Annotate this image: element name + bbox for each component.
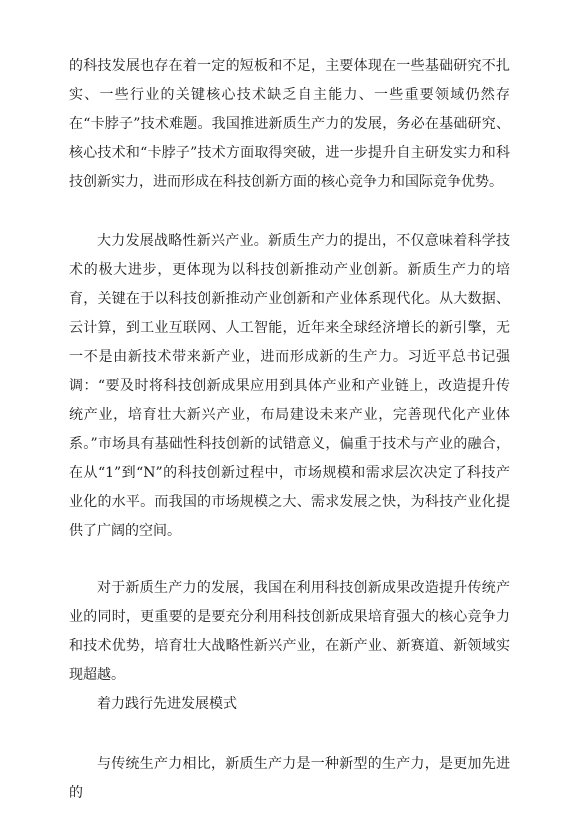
paragraph-emerging-industries: 大力发展战略性新兴产业。新质生产力的提出，不仅意味着科学技术的极大进步，更体现为以科技创新推动产业创新。新质生产力的培育，关键在于以科技创新推动产业创新和产业体系现代化。从大数据、云计算，到工业互联网、人工智能，近年来全球经济增长的新引擎，无一不是由新技术带来新产业，进而形成新的生产力。习近平总书记强调：“要及时将科技创新成果应用到具体产业和产业链上，改造提升传统产业，培育壮大新兴产业，布局建设未来产业，完善现代化产业体系。”市场具有基础性科技创新的试错意义，偏重于技术与产业的融合，在从“1”到“N”的科技创新过程中，市场规模和需求层次决定了科技产业化的水平。而我国的市场规模之大、需求发展之快，为科技产业化提供了广阔的空间。: [69, 233, 510, 539]
paragraph-new-productive-forces: 对于新质生产力的发展，我国在利用科技创新成果改造提升传统产业的同时，更重要的是要充分利用科技创新成果培育强大的核心竞争力和技术优势，培育壮大战略性新兴产业，在新产业、新赛道、新领域实现超越。: [69, 580, 510, 683]
paragraph-continuation: 的科技发展也存在着一定的短板和不足，主要体现在一些基础研究不扎实、一些行业的关键核心技术缺乏自主能力、一些重要领域仍然存在“卡脖子”技术难题。我国推进新质生产力的发展，务必在基础研究、核心技术和“卡脖子”技术方面取得突破，进一步提升自主研发实力和科技创新实力，进而形成在科技创新方面的核心竞争力和国际竞争优势。: [69, 58, 510, 190]
paragraph-traditional-comparison: 与传统生产力相比，新质生产力是一种新型的生产力，是更加先进的: [69, 756, 510, 801]
section-heading: 着力践行先进发展模式: [97, 696, 237, 712]
